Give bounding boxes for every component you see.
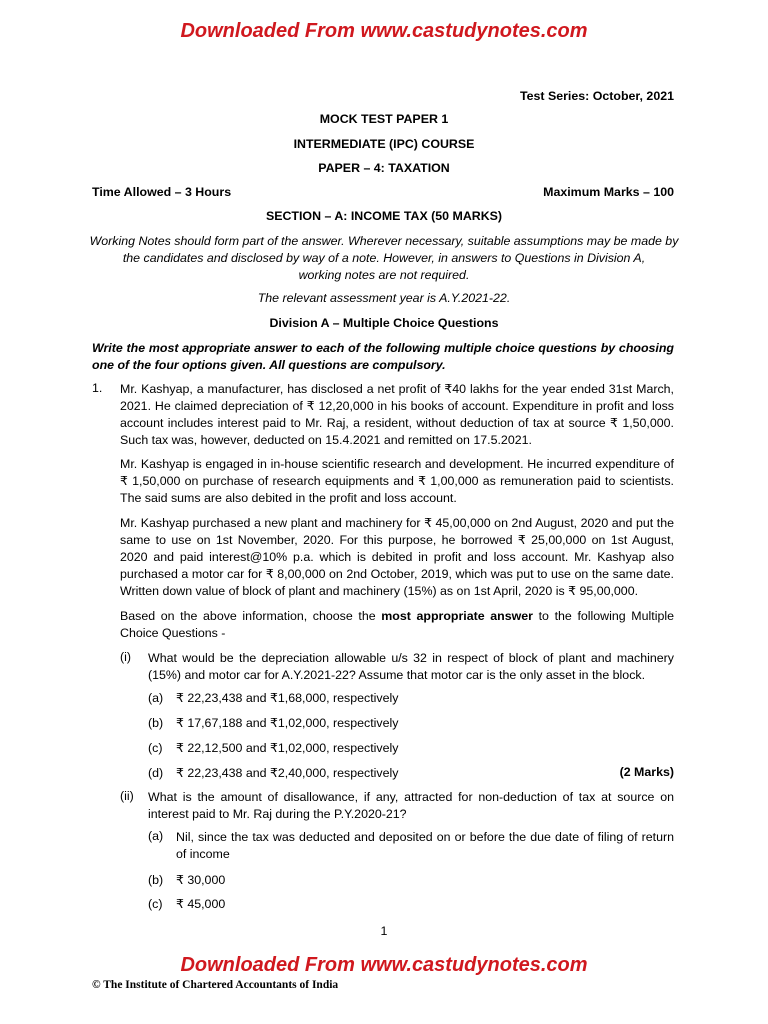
option-i-a: (a) ₹ 22,23,438 and ₹1,68,000, respectively	[148, 691, 399, 705]
paper-title: MOCK TEST PAPER 1	[319, 112, 449, 126]
option-ii-c: (c) ₹ 45,000	[148, 897, 226, 911]
question-paragraph-4	[120, 608, 674, 642]
question-number: 1.	[92, 381, 103, 395]
question-paragraph-2: Mr. Kashyap is engaged in in-house scientific research and development. He incurred expenditure of ₹ 1,50,000 on purchase of research equipments and ₹ 1,00,000 as remuneration paid to scientists. The said sums are also debited in the profit and loss account.	[120, 457, 674, 505]
option-i-d: (d) ₹ 22,23,438 and ₹2,40,000, respectively	[148, 766, 399, 780]
time-allowed: Time Allowed – 3 Hours	[92, 185, 232, 199]
download-banner-bottom: Downloaded From www.castudynotes.com	[180, 954, 588, 976]
question-paragraph-1: Mr. Kashyap, a manufacturer, has disclosed a net profit of ₹40 lakhs for the year ended 31st March, 2021. He claimed depreciation of ₹ 12,20,000 in his books of account. Expenditure in profit and loss account includes interest paid to Mr. Raj, a resident, without deduction of tax at source ₹ 1,50,000. Such tax was, however, deducted on 15.4.2021 and remitted on 17.5.2021.	[120, 382, 674, 447]
sub-question-ii-text: What is the amount of disallowance, if any, attracted for non-deduction of tax at source on interest paid to Mr. Raj during the P.Y.2020-21?	[148, 790, 674, 821]
working-notes-line1: Working Notes should form part of the answer. Wherever necessary, suitable assumptions may be made by	[89, 234, 679, 248]
sub-question-i-label: (i)	[120, 650, 132, 664]
course-title: INTERMEDIATE (IPC) COURSE	[293, 137, 475, 151]
subject-title: PAPER – 4: TAXATION	[318, 161, 450, 175]
option-ii-a: (a) Nil, since the tax was deducted and deposited on or before the due date of filing of return of income	[148, 829, 674, 861]
p4-pre: Based on the above information, choose the	[120, 609, 382, 623]
sub-question-ii-label: (ii)	[120, 789, 134, 803]
option-i-c: (c) ₹ 22,12,500 and ₹1,02,000, respectively	[148, 741, 399, 755]
copyright-footer: © The Institute of Chartered Accountants of India	[92, 979, 339, 991]
section-heading: SECTION – A: INCOME TAX (50 MARKS)	[265, 209, 503, 223]
option-i-b: (b) ₹ 17,67,188 and ₹1,02,000, respectively	[148, 716, 399, 730]
instructions: Write the most appropriate answer to each of the following multiple choice questions by choosing one of the four options given. All questions are compulsory.	[92, 341, 674, 372]
marks-label: (2 Marks)	[619, 765, 674, 779]
working-notes-line3: working notes are not required.	[298, 268, 470, 282]
test-series: Test Series: October, 2021	[519, 89, 674, 103]
working-notes	[0, 233, 768, 284]
option-ii-b: (b) ₹ 30,000	[148, 873, 226, 887]
max-marks: Maximum Marks – 100	[543, 185, 674, 199]
p4-post: to the following Multiple Choice Questions -	[120, 609, 674, 640]
page-number: 1	[380, 924, 388, 938]
assessment-year: The relevant assessment year is A.Y.2021-22.	[257, 291, 511, 305]
download-banner-top: Downloaded From www.castudynotes.com	[180, 20, 588, 42]
sub-question-i-text: What would be the depreciation allowable u/s 32 in respect of block of plant and machinery (15%) and motor car for A.Y.2021-22? Assume that motor car is the only asset in the block.	[148, 651, 674, 682]
working-notes-line2: the candidates and disclosed by way of a note. However, in answers to Questions in Division A,	[122, 251, 646, 265]
p4-bold: most appropriate answer	[381, 609, 533, 623]
division-heading: Division A – Multiple Choice Questions	[269, 316, 499, 330]
question-paragraph-3: Mr. Kashyap purchased a new plant and machinery for ₹ 45,00,000 on 2nd August, 2020 and put the same to use on 1st November, 2020. For this purpose, he borrowed ₹ 25,00,000 on 1st August, 2020 and paid interest@10% p.a. which is debited in profit and loss account. Mr. Kashyap also purchased a motor car for ₹ 8,00,000 on 2nd October, 2019, which was put to use on the same date. Written down value of block of plant and machinery (15%) as on 1st April, 2020 is ₹ 95,00,000.	[120, 516, 674, 598]
